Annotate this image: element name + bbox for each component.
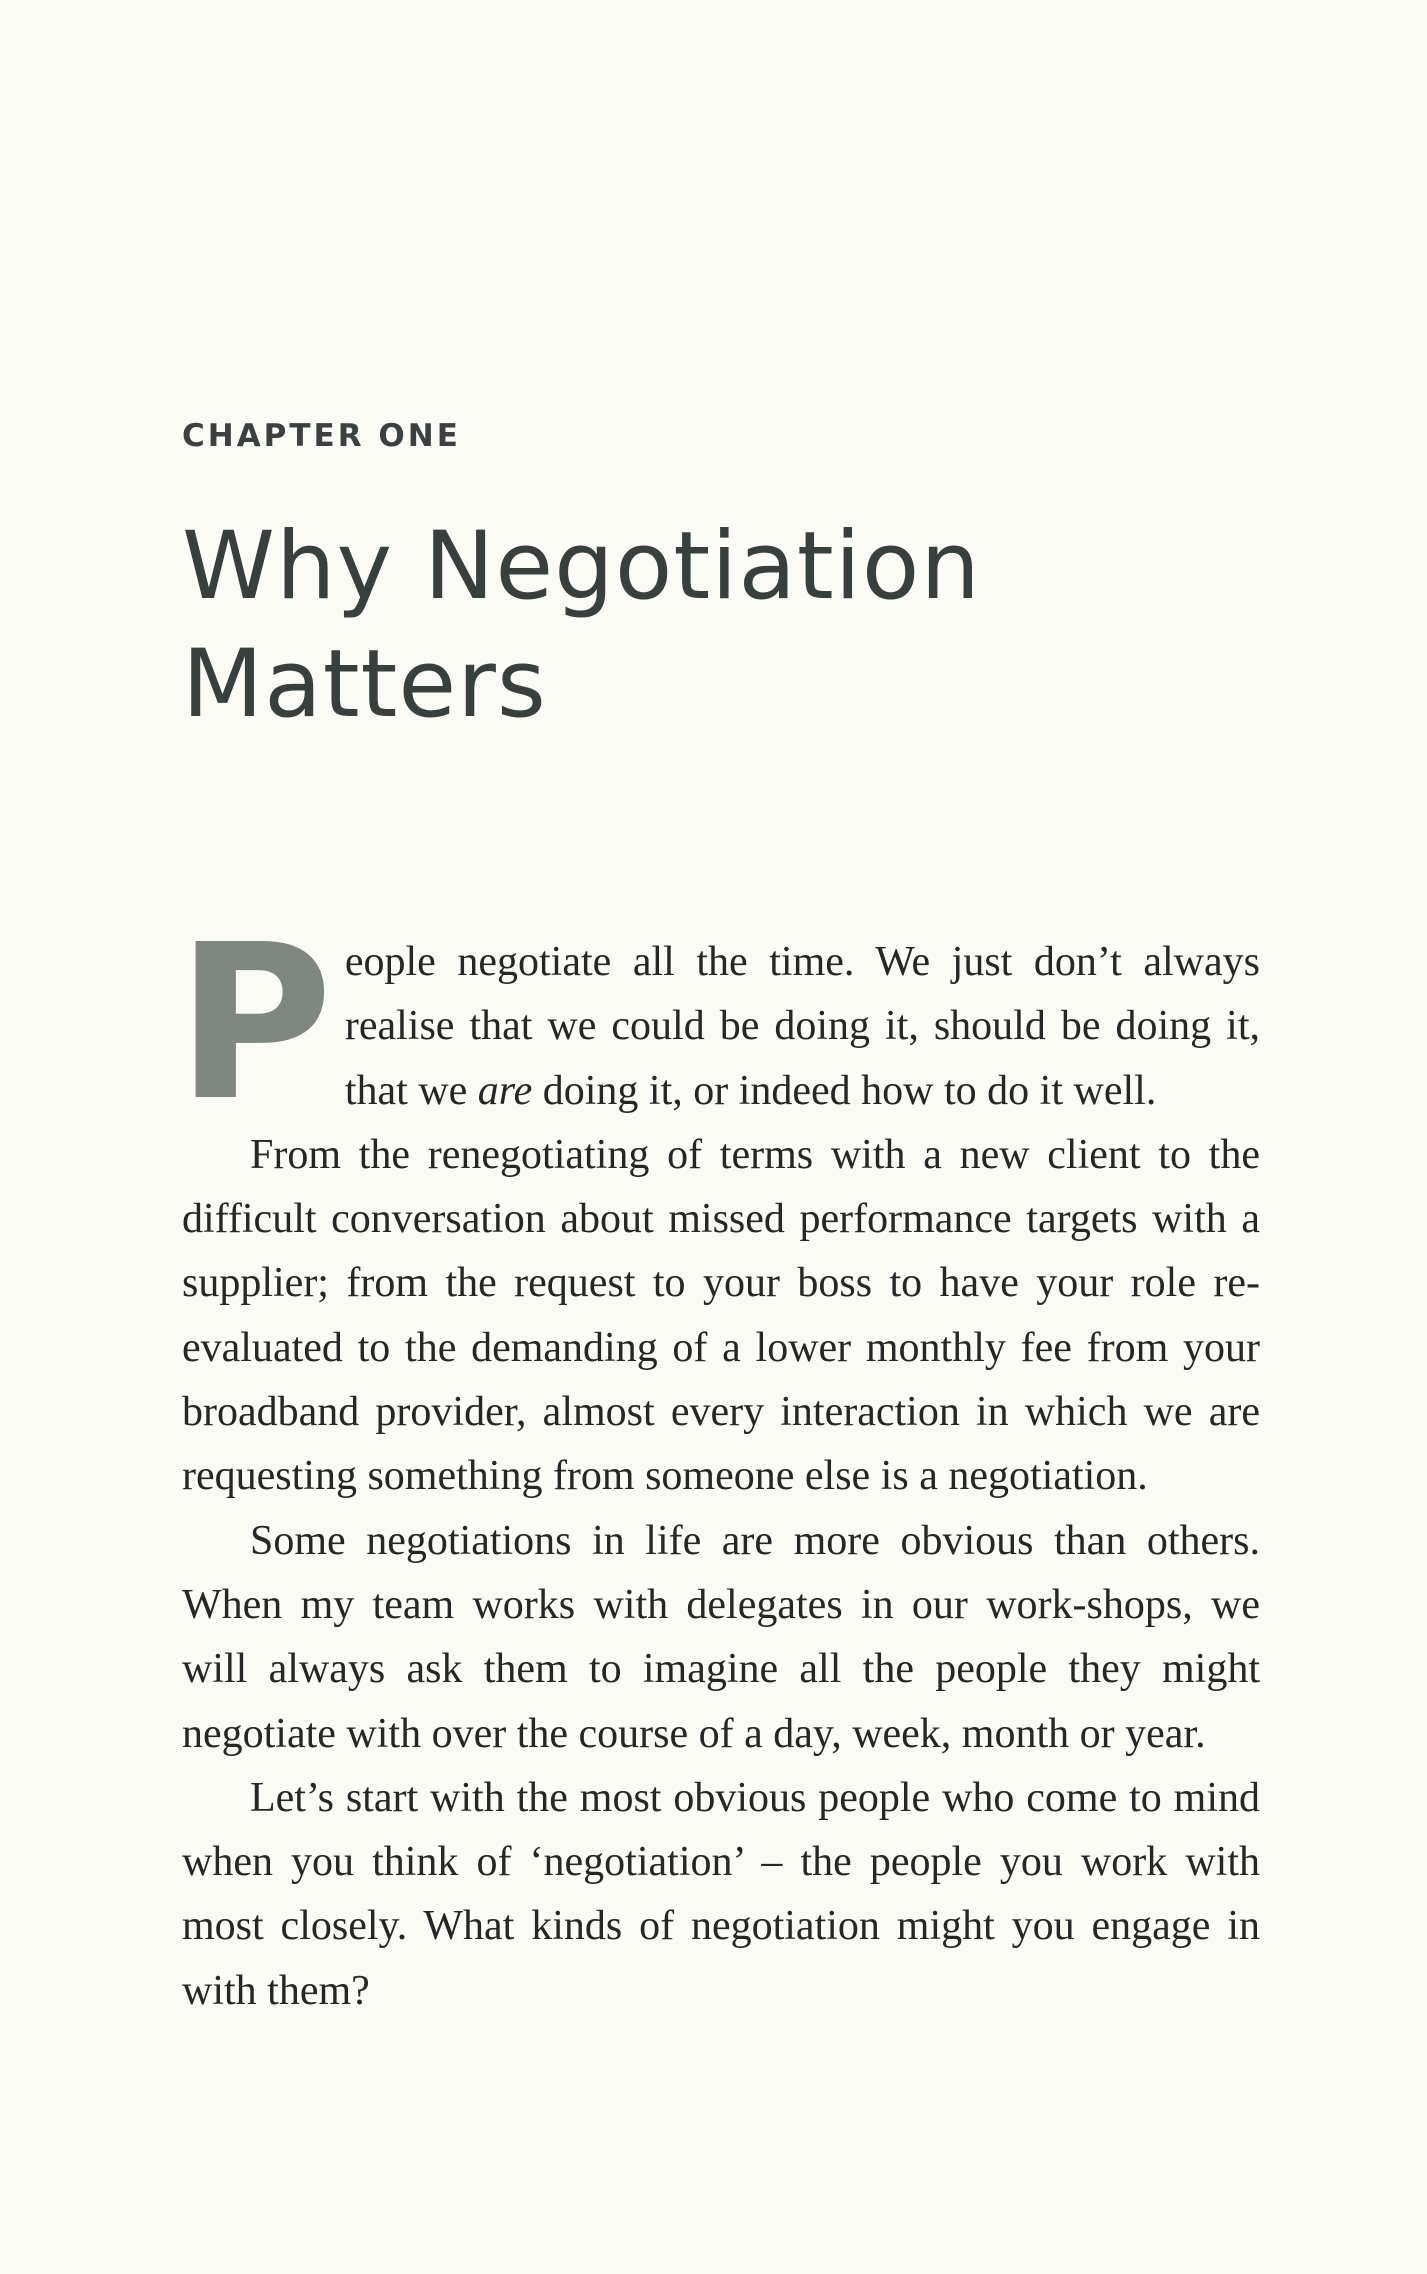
body-text <box>176 899 1260 2023</box>
chapter-label: CHAPTER ONE <box>182 418 461 454</box>
chapter-title-line-1: Why Negotiation <box>182 512 981 621</box>
paragraph-2: From the renegotiating of terms with a new client to the difficult conversation about missed performance targets with a supplier; from the request to your boss to have your role re-evaluated to the demanding of a lower monthly fee from your broadband provider, almost every interaction in which we are requesting something from someone else is a negotiation. <box>182 1131 1260 1500</box>
paragraph-1-emphasis: are <box>477 1067 533 1114</box>
paragraph-1-text-a: eople negotiate all the time. We just don’t always realise that we could be doing it, should be doing it, that we <box>344 939 1260 1114</box>
drop-cap: P <box>176 899 333 1148</box>
paragraph-4: Let’s start with the most obvious people who come to mind when you think of ‘negotiation’ – the people you work with most closely. What kinds of negotiation might you engage in with them? <box>182 1774 1260 2014</box>
chapter-title-line-2: Matters <box>182 630 547 739</box>
paragraph-1-text-b: doing it, or indeed how to do it well. <box>532 1067 1157 1114</box>
paragraph-3: Some negotiations in life are more obvious than others. When my team works with delegates in our work-shops, we will always ask them to imagine all the people they might negotiate with over the course of a day, week, month or year. <box>182 1517 1260 1757</box>
chapter-title <box>182 508 1282 744</box>
paragraph-1 <box>176 899 1260 1148</box>
